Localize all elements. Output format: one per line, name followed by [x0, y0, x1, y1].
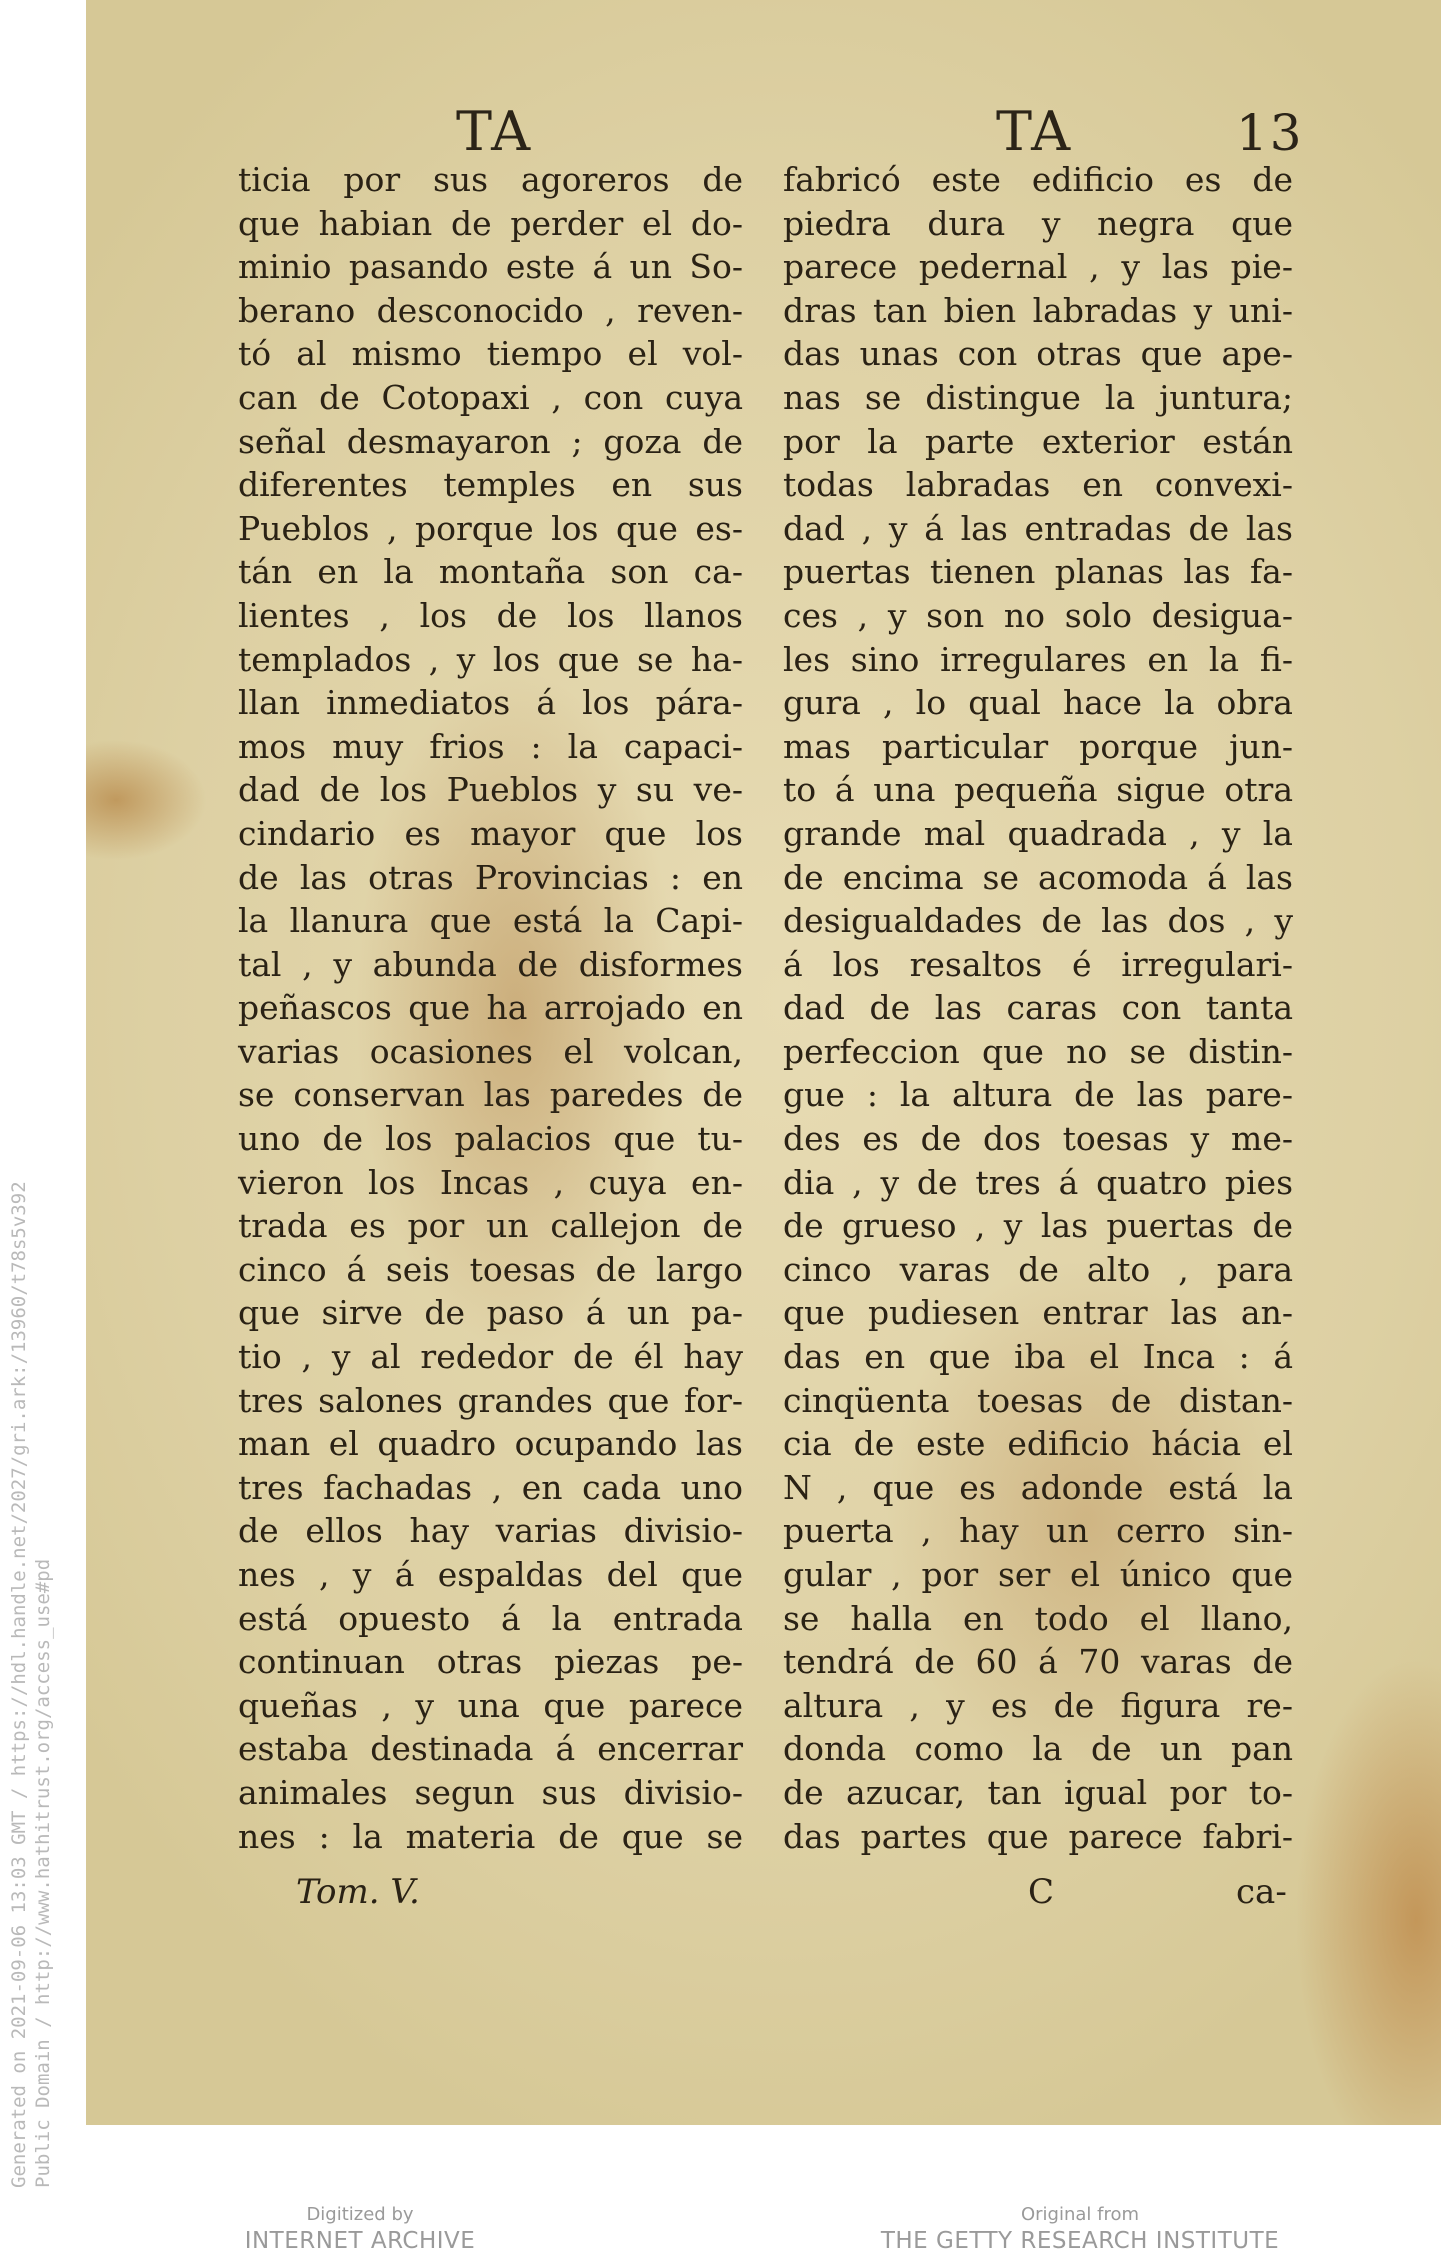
text-line: das partes que parece fabri- [783, 1816, 1293, 1856]
text-line: continuan otras piezas pe- [238, 1642, 743, 1682]
text-line: donda como la de un pan [783, 1729, 1293, 1769]
text-line: N , que es adonde está la [783, 1467, 1293, 1507]
text-line: can de Cotopaxi , con cuya [238, 377, 743, 417]
digitized-by-label: Digitized by [306, 2204, 414, 2225]
text-line: tal , y abunda de disformes [238, 944, 743, 984]
internet-archive-label: INTERNET ARCHIVE [244, 2228, 476, 2254]
text-line: dia , y de tres á quatro pies [783, 1162, 1293, 1202]
text-line: minio pasando este á un So- [238, 247, 743, 287]
text-line: Pueblos , porque los que es- [238, 508, 743, 548]
text-line: des es de dos toesas y me- [783, 1119, 1293, 1159]
text-line: llan inmediatos á los pára- [238, 683, 743, 723]
text-line: diferentes temples en sus [238, 465, 743, 505]
scanned-book-page [86, 0, 1441, 2125]
text-line: que habian de perder el do- [238, 203, 743, 243]
text-line: templados , y los que se ha- [238, 639, 743, 679]
text-line: cinqüenta toesas de distan- [783, 1380, 1293, 1420]
text-line: uno de los palacios que tu- [238, 1119, 743, 1159]
left-text-column [238, 158, 743, 1858]
text-line: peñascos que ha arrojado en [238, 988, 743, 1028]
text-line: á los resaltos é irregulari- [783, 944, 1293, 984]
text-line: que sirve de paso á un pa- [238, 1293, 743, 1333]
catchword: ca- [1236, 1872, 1287, 1912]
text-line: gular , por ser el único que [783, 1555, 1293, 1594]
running-head-right: TA [996, 100, 1073, 163]
text-line: se conservan las paredes de [238, 1075, 743, 1115]
text-line: tó al mismo tiempo el vol- [238, 334, 743, 374]
text-line: cinco á seis toesas de largo [238, 1249, 743, 1289]
text-line: dad de los Pueblos y su ve- [238, 770, 743, 810]
text-line: de azucar, tan igual por to- [783, 1772, 1293, 1812]
text-line: to á una pequeña sigue otra [783, 770, 1293, 810]
text-line: puertas tienen planas las fa- [783, 552, 1293, 592]
text-line: nas se distingue la juntura; [783, 377, 1293, 417]
text-line: de encima se acomoda á las [783, 857, 1293, 897]
text-line: perfeccion que no se distin- [783, 1031, 1293, 1071]
text-line: man el quadro ocupando las [238, 1424, 743, 1464]
text-line: que pudiesen entrar las an- [783, 1293, 1293, 1333]
text-line: les sino irregulares en la fi- [783, 639, 1293, 679]
hathitrust-generation-stamp [0, 0, 80, 2255]
text-line: todas labradas en convexi- [783, 465, 1293, 505]
text-line: puerta , hay un cerro sin- [783, 1511, 1293, 1551]
text-line: por la parte exterior están [783, 421, 1293, 461]
text-line: tendrá de 60 á 70 varas de [783, 1642, 1293, 1682]
text-line: tres salones grandes que for- [238, 1380, 743, 1420]
text-line: dad de las caras con tanta [783, 988, 1293, 1028]
text-line: queñas , y una que parece [238, 1685, 743, 1725]
text-line: lientes , los de los llanos [238, 595, 743, 635]
digitized-by-credit [210, 2204, 510, 2256]
text-line: parece pedernal , y las pie- [783, 247, 1293, 287]
text-line: varias ocasiones el volcan, [238, 1031, 743, 1071]
original-from-credit [870, 2204, 1290, 2256]
stamp-line-generated: Generated on 2021-09-06 13:03 GMT / https://hdl.handle.net/2027/gri.ark:/13960/t78s5v392 [8, 1181, 30, 2188]
text-line: berano desconocido , reven- [238, 290, 743, 330]
text-line: altura , y es de figura re- [783, 1685, 1293, 1725]
text-line: animales segun sus divisio- [238, 1772, 743, 1812]
getty-institute-label: THE GETTY RESEARCH INSTITUTE [880, 2228, 1280, 2254]
text-line: gue : la altura de las pare- [783, 1075, 1293, 1115]
text-line: trada es por un callejon de [238, 1206, 743, 1246]
text-line: cindario es mayor que los [238, 813, 743, 853]
text-line: de las otras Provincias : en [238, 857, 743, 897]
text-line: ticia por sus agoreros de [238, 160, 743, 199]
text-line: nes : la materia de que se [238, 1816, 743, 1856]
text-line: fabricó este edificio es de [783, 160, 1293, 199]
text-line: das unas con otras que ape- [783, 334, 1293, 374]
signature-letter: C [1028, 1872, 1055, 1912]
text-line: nes , y á espaldas del que [238, 1555, 743, 1594]
text-line: cia de este edificio hácia el [783, 1424, 1293, 1464]
text-line: tres fachadas , en cada uno [238, 1467, 743, 1507]
text-line: tio , y al rededor de él hay [238, 1337, 743, 1377]
signature-mark: Tom. V. [296, 1872, 420, 1912]
text-line: das en que iba el Inca : á [783, 1337, 1293, 1377]
text-line: desigualdades de las dos , y [783, 901, 1293, 941]
text-line: mos muy frios : la capaci- [238, 726, 743, 766]
text-line: mas particular porque jun- [783, 726, 1293, 766]
text-line: se halla en todo el llano, [783, 1598, 1293, 1638]
text-line: dras tan bien labradas y uni- [783, 290, 1293, 330]
text-line: estaba destinada á encerrar [238, 1729, 743, 1769]
text-line: dad , y á las entradas de las [783, 508, 1293, 548]
stamp-line-public-domain: Public Domain / http://www.hathitrust.org/access_use#pd [32, 1558, 54, 2188]
text-line: cinco varas de alto , para [783, 1249, 1293, 1289]
text-line: grande mal quadrada , y la [783, 813, 1293, 853]
text-line: está opuesto á la entrada [238, 1598, 743, 1638]
page-number: 13 [1236, 104, 1304, 162]
original-from-label: Original from [1020, 2204, 1140, 2225]
text-line: de grueso , y las puertas de [783, 1206, 1293, 1246]
text-line: vieron los Incas , cuya en- [238, 1162, 743, 1202]
right-text-column [783, 158, 1293, 1858]
running-head-left: TA [456, 100, 533, 163]
text-line: de ellos hay varias divisio- [238, 1511, 743, 1551]
text-line: tán en la montaña son ca- [238, 552, 743, 592]
text-line: la llanura que está la Capi- [238, 901, 743, 941]
text-line: señal desmayaron ; goza de [238, 421, 743, 461]
text-line: gura , lo qual hace la obra [783, 683, 1293, 723]
text-line: piedra dura y negra que [783, 203, 1293, 243]
text-line: ces , y son no solo desigua- [783, 595, 1293, 635]
